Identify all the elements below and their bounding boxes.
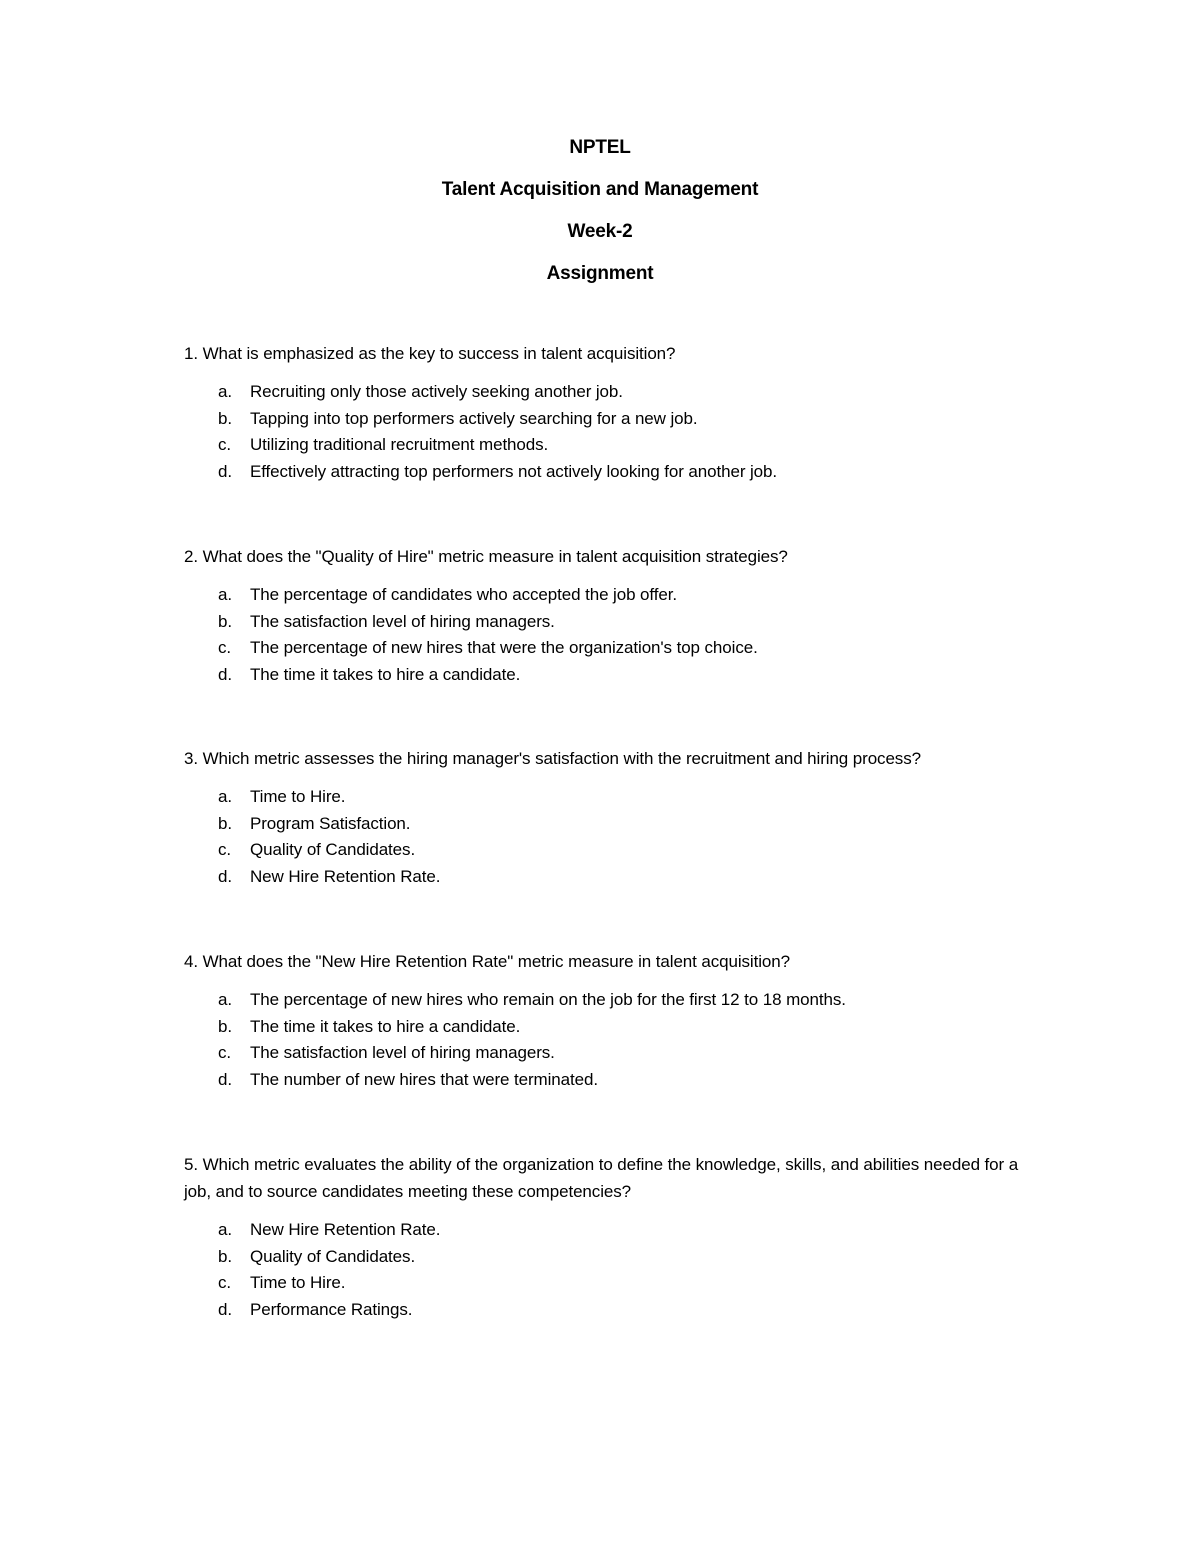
option-item <box>184 635 1024 662</box>
option-text: The satisfaction level of hiring managers. <box>250 611 555 631</box>
option-item <box>184 837 1024 864</box>
option-text: Effectively attracting top performers not actively looking for another job. <box>250 461 778 481</box>
question-5 <box>184 1151 1024 1323</box>
option-letter: a. <box>218 990 232 1009</box>
question-4 <box>184 948 1024 1093</box>
question-text: 5. Which metric evaluates the ability of the organization to define the knowledge, skills, and abilities needed for a job, and to source candidates meeting these competencies? <box>184 1155 1019 1201</box>
option-item <box>184 582 1024 609</box>
option-text: Recruiting only those actively seeking another job. <box>250 382 623 401</box>
option-item <box>184 459 1024 486</box>
option-item <box>184 864 1024 891</box>
option-list <box>184 987 1024 1093</box>
option-text: The percentage of new hires who remain on the job for the first 12 to 18 months. <box>250 990 846 1009</box>
option-letter: c. <box>218 435 232 454</box>
option-letter: d. <box>218 1069 232 1089</box>
option-item <box>184 987 1024 1014</box>
option-text: The satisfaction level of hiring managers. <box>250 1043 555 1062</box>
question-3 <box>184 745 1024 890</box>
option-letter: b. <box>218 1016 232 1036</box>
option-text: Quality of Candidates. <box>250 840 416 859</box>
option-letter: c. <box>218 638 232 657</box>
option-text: The percentage of candidates who accepted the job offer. <box>250 585 677 604</box>
option-item <box>184 379 1024 406</box>
question-2 <box>184 543 1024 688</box>
option-item <box>184 406 1024 433</box>
option-text: Time to Hire. <box>250 1273 346 1292</box>
option-letter: d. <box>218 866 232 886</box>
option-list <box>184 379 1024 485</box>
option-text: Program Satisfaction. <box>250 813 411 833</box>
header-course-title: Talent Acquisition and Management <box>441 179 759 200</box>
option-item <box>184 784 1024 811</box>
option-list <box>184 582 1024 688</box>
option-letter: d. <box>218 664 232 684</box>
option-text: Time to Hire. <box>250 787 346 806</box>
option-text: New Hire Retention Rate. <box>250 1220 441 1239</box>
option-text: New Hire Retention Rate. <box>250 866 441 886</box>
option-item <box>184 811 1024 838</box>
option-letter: b. <box>218 1246 232 1266</box>
option-letter: b. <box>218 408 232 428</box>
option-list <box>184 1217 1024 1323</box>
option-letter: a. <box>218 1220 232 1239</box>
question-text: 1. What is emphasized as the key to success in talent acquisition? <box>184 344 676 363</box>
option-text: Quality of Candidates. <box>250 1246 416 1266</box>
option-item <box>184 662 1024 689</box>
option-text: Performance Ratings. <box>250 1299 413 1319</box>
option-letter: c. <box>218 840 232 859</box>
option-letter: c. <box>218 1043 232 1062</box>
header-org: NPTEL <box>569 137 631 158</box>
option-item <box>184 1297 1024 1324</box>
option-letter: a. <box>218 382 232 401</box>
option-item <box>184 1244 1024 1271</box>
option-item <box>184 609 1024 636</box>
option-letter: b. <box>218 813 232 833</box>
option-letter: d. <box>218 461 232 481</box>
option-letter: b. <box>218 611 232 631</box>
header-type: Assignment <box>546 263 654 284</box>
option-item <box>184 1217 1024 1244</box>
question-text: 4. What does the "New Hire Retention Rate" metric measure in talent acquisition? <box>184 952 790 971</box>
option-text: Utilizing traditional recruitment methods. <box>250 435 549 454</box>
option-letter: d. <box>218 1299 232 1319</box>
option-item <box>184 1270 1024 1297</box>
header-week: Week-2 <box>567 221 633 242</box>
option-letter: a. <box>218 585 232 604</box>
option-text: The time it takes to hire a candidate. <box>250 664 521 684</box>
option-text: The number of new hires that were terminated. <box>250 1069 598 1089</box>
option-item <box>184 1067 1024 1094</box>
question-text: 3. Which metric assesses the hiring manager's satisfaction with the recruitment and hiring process? <box>184 749 921 768</box>
question-text: 2. What does the "Quality of Hire" metric measure in talent acquisition strategies? <box>184 547 788 566</box>
option-list <box>184 784 1024 890</box>
document-header <box>0 134 1200 302</box>
option-letter: a. <box>218 787 232 806</box>
option-item <box>184 1040 1024 1067</box>
option-text: Tapping into top performers actively searching for a new job. <box>250 408 698 428</box>
option-letter: c. <box>218 1273 232 1292</box>
option-item <box>184 1014 1024 1041</box>
option-item <box>184 432 1024 459</box>
option-text: The percentage of new hires that were the organization's top choice. <box>250 638 758 657</box>
option-text: The time it takes to hire a candidate. <box>250 1016 521 1036</box>
question-1 <box>184 340 1024 485</box>
